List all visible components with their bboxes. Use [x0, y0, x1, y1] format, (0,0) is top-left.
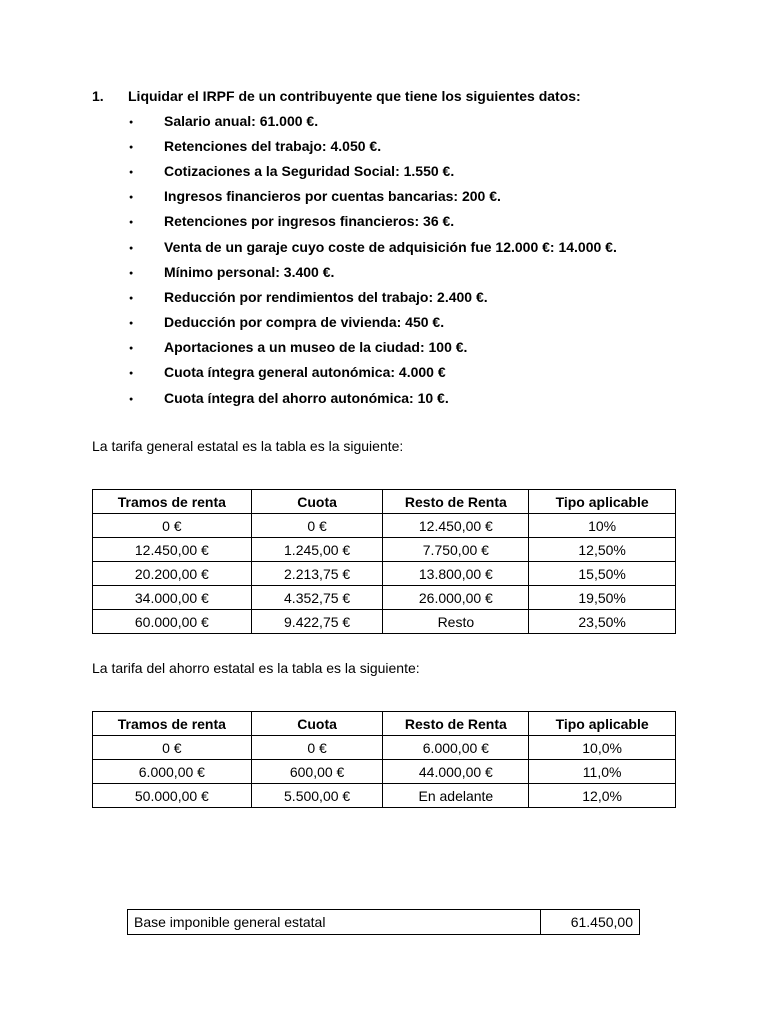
bullet-icon — [92, 341, 164, 353]
table-cell: 11,0% — [529, 760, 676, 784]
list-item: ● Salario anual: 61.000 €. — [92, 108, 732, 133]
column-header: Tipo aplicable — [529, 712, 676, 736]
list-item: ● Ingresos financieros por cuentas bancarias: 200 €. — [92, 184, 732, 209]
column-header: Resto de Renta — [383, 490, 529, 514]
table-row — [93, 784, 676, 808]
table-cell: 6.000,00 € — [383, 736, 529, 760]
table-cell: Resto — [383, 610, 529, 634]
bullet-icon — [92, 115, 164, 127]
table-row — [93, 760, 676, 784]
table-cell: 0 € — [93, 514, 252, 538]
table-cell: 7.750,00 € — [383, 538, 529, 562]
bullet-icon — [92, 190, 164, 202]
table-cell: 2.213,75 € — [251, 562, 383, 586]
exercise-number: 1. — [92, 88, 104, 104]
bullet-icon — [92, 165, 164, 177]
table-cell: 13.800,00 € — [383, 562, 529, 586]
table-header-row — [93, 712, 676, 736]
bullet-icon — [92, 266, 164, 278]
table-cell: 9.422,75 € — [251, 610, 383, 634]
table-cell: 10,0% — [529, 736, 676, 760]
list-item: ● Cuota íntegra general autonómica: 4.000 € — [92, 360, 732, 385]
table-row — [93, 538, 676, 562]
bullet-icon — [92, 366, 164, 378]
tax-base-summary-table — [127, 909, 640, 935]
list-item: ● Reducción por rendimientos del trabajo: 2.400 €. — [92, 284, 732, 309]
table-row — [128, 910, 640, 935]
table-row — [93, 610, 676, 634]
list-item: ● Mínimo personal: 3.400 €. — [92, 259, 732, 284]
column-header: Cuota — [251, 490, 383, 514]
table-cell: En adelante — [383, 784, 529, 808]
table-cell: 4.352,75 € — [251, 586, 383, 610]
list-item: ● Cuota íntegra del ahorro autonómica: 10 €. — [92, 385, 732, 410]
table-row — [93, 586, 676, 610]
table-cell: 600,00 € — [251, 760, 383, 784]
table-cell: 34.000,00 € — [93, 586, 252, 610]
table-row — [93, 514, 676, 538]
list-item: ● Deducción por compra de vivienda: 450 €. — [92, 310, 732, 335]
table-cell: 6.000,00 € — [93, 760, 252, 784]
table-cell: 26.000,00 € — [383, 586, 529, 610]
bullet-icon — [92, 241, 164, 253]
table-cell: 12,0% — [529, 784, 676, 808]
bullet-icon — [92, 392, 164, 404]
table-cell: 60.000,00 € — [93, 610, 252, 634]
tax-base-value: 61.450,00 — [541, 910, 640, 935]
table-cell: 1.245,00 € — [251, 538, 383, 562]
table-cell: 23,50% — [529, 610, 676, 634]
column-header: Cuota — [251, 712, 383, 736]
table-cell: 50.000,00 € — [93, 784, 252, 808]
list-item: ● Venta de un garaje cuyo coste de adquisición fue 12.000 €: 14.000 €. — [92, 234, 732, 259]
data-list — [92, 108, 732, 410]
list-item: ● Retenciones por ingresos financieros: 36 €. — [92, 209, 732, 234]
column-header: Tramos de renta — [93, 712, 252, 736]
table-cell: 19,50% — [529, 586, 676, 610]
table-cell: 0 € — [93, 736, 252, 760]
table-cell: 0 € — [251, 736, 383, 760]
table-cell: 0 € — [251, 514, 383, 538]
general-tariff-table — [92, 489, 676, 634]
exercise-title: Liquidar el IRPF de un contribuyente que tiene los siguientes datos: — [128, 88, 581, 104]
savings-tariff-intro: La tarifa del ahorro estatal es la tabla es la siguiente: — [92, 660, 420, 676]
table-cell: 12.450,00 € — [93, 538, 252, 562]
table-row — [93, 562, 676, 586]
table-cell: 5.500,00 € — [251, 784, 383, 808]
bullet-icon — [92, 291, 164, 303]
table-cell: 10% — [529, 514, 676, 538]
general-tariff-intro: La tarifa general estatal es la tabla es la siguiente: — [92, 438, 404, 454]
table-cell: 44.000,00 € — [383, 760, 529, 784]
list-item: ● Retenciones del trabajo: 4.050 €. — [92, 133, 732, 158]
column-header: Resto de Renta — [383, 712, 529, 736]
bullet-icon — [92, 140, 164, 152]
list-item: ● Cotizaciones a la Seguridad Social: 1.550 €. — [92, 158, 732, 183]
bullet-icon — [92, 215, 164, 227]
table-row — [93, 736, 676, 760]
tax-base-label: Base imponible general estatal — [128, 910, 541, 935]
column-header: Tramos de renta — [93, 490, 252, 514]
column-header: Tipo aplicable — [529, 490, 676, 514]
table-cell: 12,50% — [529, 538, 676, 562]
bullet-icon — [92, 316, 164, 328]
table-cell: 20.200,00 € — [93, 562, 252, 586]
table-header-row — [93, 490, 676, 514]
table-cell: 15,50% — [529, 562, 676, 586]
list-item: ● Aportaciones a un museo de la ciudad: 100 €. — [92, 335, 732, 360]
table-cell: 12.450,00 € — [383, 514, 529, 538]
exercise-statement — [92, 86, 732, 410]
savings-tariff-table — [92, 711, 676, 808]
